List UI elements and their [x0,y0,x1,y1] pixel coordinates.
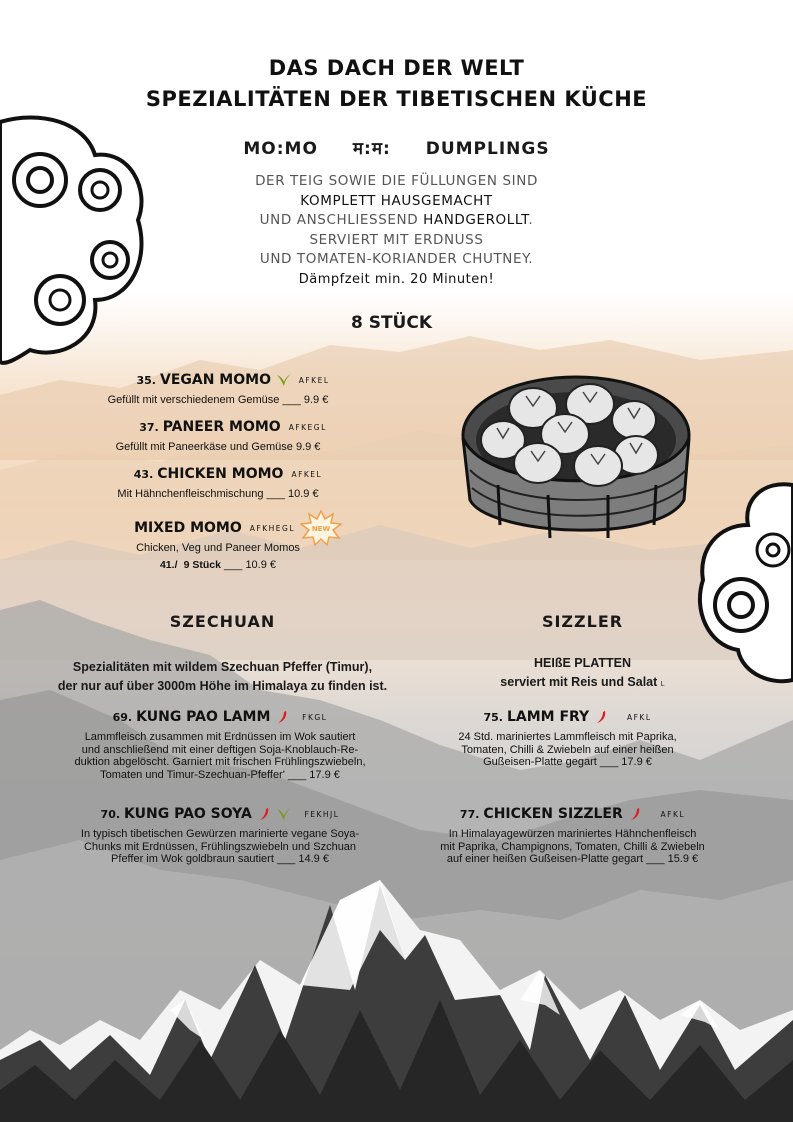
sizzler-dish [405,709,730,769]
momo-steamer-illustration [458,360,694,550]
momo-heading-tibetan: म:म: [352,139,391,159]
intro-line-5: UND TOMATEN-KORIANDER CHUTNEY. [259,251,534,267]
szechuan-subtitle-line2: der nur auf über 3000m Höhe im Himalaya zu finden ist. [57,679,388,693]
sizzler-subtitle-line2: serviert mit Reis und Salat L [500,675,665,689]
vegan-leaf-icon [276,373,292,387]
chili-icon [257,807,271,821]
new-badge-icon [300,510,342,546]
intro-line-2: KOMPLETT HAUSGEMACHT [300,192,493,209]
sizzler-subtitle [420,654,745,694]
momo-item-title: 37. PANEER MOMO AFKEGL [139,419,327,435]
vegan-leaf-icon [276,807,292,821]
sizzler-dish-desc: In Himalayagewürzen mariniertes Hähnchenfleisch mit Paprika, Champignons, Tomaten, Chilli & Zwiebeln auf einer heißen Gußeisen-Platte gegart ___ 15.9 € [440,828,705,865]
momo-section-heading [0,136,793,159]
chili-icon [628,807,642,821]
momo-item-desc: Mit Hähnchenfleischmischung ___ 10.9 € [117,488,319,500]
momo-item-desc: Gefüllt mit Paneerkäse und Gemüse 9.9 € [115,441,321,453]
szechuan-dish-desc: Lammfleisch zusammen mit Erdnüssen im Wok sautiert und anschließend mit einer deftigen Soja-Knoblauch-Re- duktion abgelöscht. Garniert mit frischen Frühlingszwiebeln, Tomaten und Timur-Szechuan-Pfeffer' ___ 17.9 € [74,731,366,781]
sizzler-subtitle-line1: HEIßE PLATTEN [534,656,631,670]
momo-item-desc: Gefüllt mit verschiedenem Gemüse ___ 9.9 € [107,394,329,406]
momo-intro-text [150,172,643,289]
momo-list [0,372,436,571]
new-badge-text: NEW [311,525,331,533]
momo-mixed-price-line: 41./ 9 Stück ___ 10.9 € [159,559,277,571]
momo-item-desc: Chicken, Veg und Paneer Momos [136,542,300,554]
szechuan-heading: SZECHUAN [169,612,276,631]
szechuan-dish-title: 69. KUNG PAO LAMM FKGL [112,709,328,725]
page-title-line1: DAS DACH DER WELT [268,56,525,80]
momo-item-title: MIXED MOMO AFKHEGL NEW [40,510,436,546]
chili-icon [594,710,608,724]
sizzler-dish-title: 77. CHICKEN SIZZLER AFKL [459,806,686,822]
szechuan-dish [40,806,400,866]
intro-line-4: SERVIERT MIT ERDNUSS [309,231,484,248]
sizzler-heading: SIZZLER [541,612,624,631]
szechuan-subtitle [0,658,445,696]
szechuan-dish-title: 70. KUNG PAO SOYA FEKHJL [100,806,340,822]
szechuan-dish-desc: In typisch tibetischen Gewürzen marinierte vegane Soya- Chunks mit Erdnüssen, Frühlingszwiebeln und Szchuan Pfeffer im Wok goldbraun sautiert ___ 14.9 € [80,828,360,865]
momo-heading-right: DUMPLINGS [425,139,550,159]
momo-item-title: 35. VEGAN MOMO AFKEL [136,372,330,388]
sizzler-dish-desc: 24 Std. mariniertes Lammfleisch mit Paprika, Tomaten, Chilli & Zwiebeln auf einer heißen Gußeisen-Platte gegart ___ 17.9 € [458,731,677,768]
intro-line-3: UND ANSCHLIESSEND HANDGEROLLT. [259,212,534,228]
momo-count-heading: 8 STÜCK [350,313,433,333]
page-title-line2: SPEZIALITÄTEN DER TIBETISCHEN KÜCHE [145,87,648,111]
szechuan-subtitle-line1: Spezialitäten mit wildem Szechuan Pfeffer (Timur), [72,660,373,674]
intro-line-1: DER TEIG SOWIE DIE FÜLLUNGEN SIND [255,173,538,189]
chili-icon [275,710,289,724]
szechuan-dish [40,709,400,781]
momo-heading-left: MO:MO [243,139,318,159]
intro-line-6: Dämpfzeit min. 20 Minuten! [298,271,495,287]
sizzler-dish-title: 75. LAMM FRY AFKL [483,709,652,725]
sizzler-dish [405,806,740,866]
momo-item-title: 43. CHICKEN MOMO AFKEL [133,466,323,482]
